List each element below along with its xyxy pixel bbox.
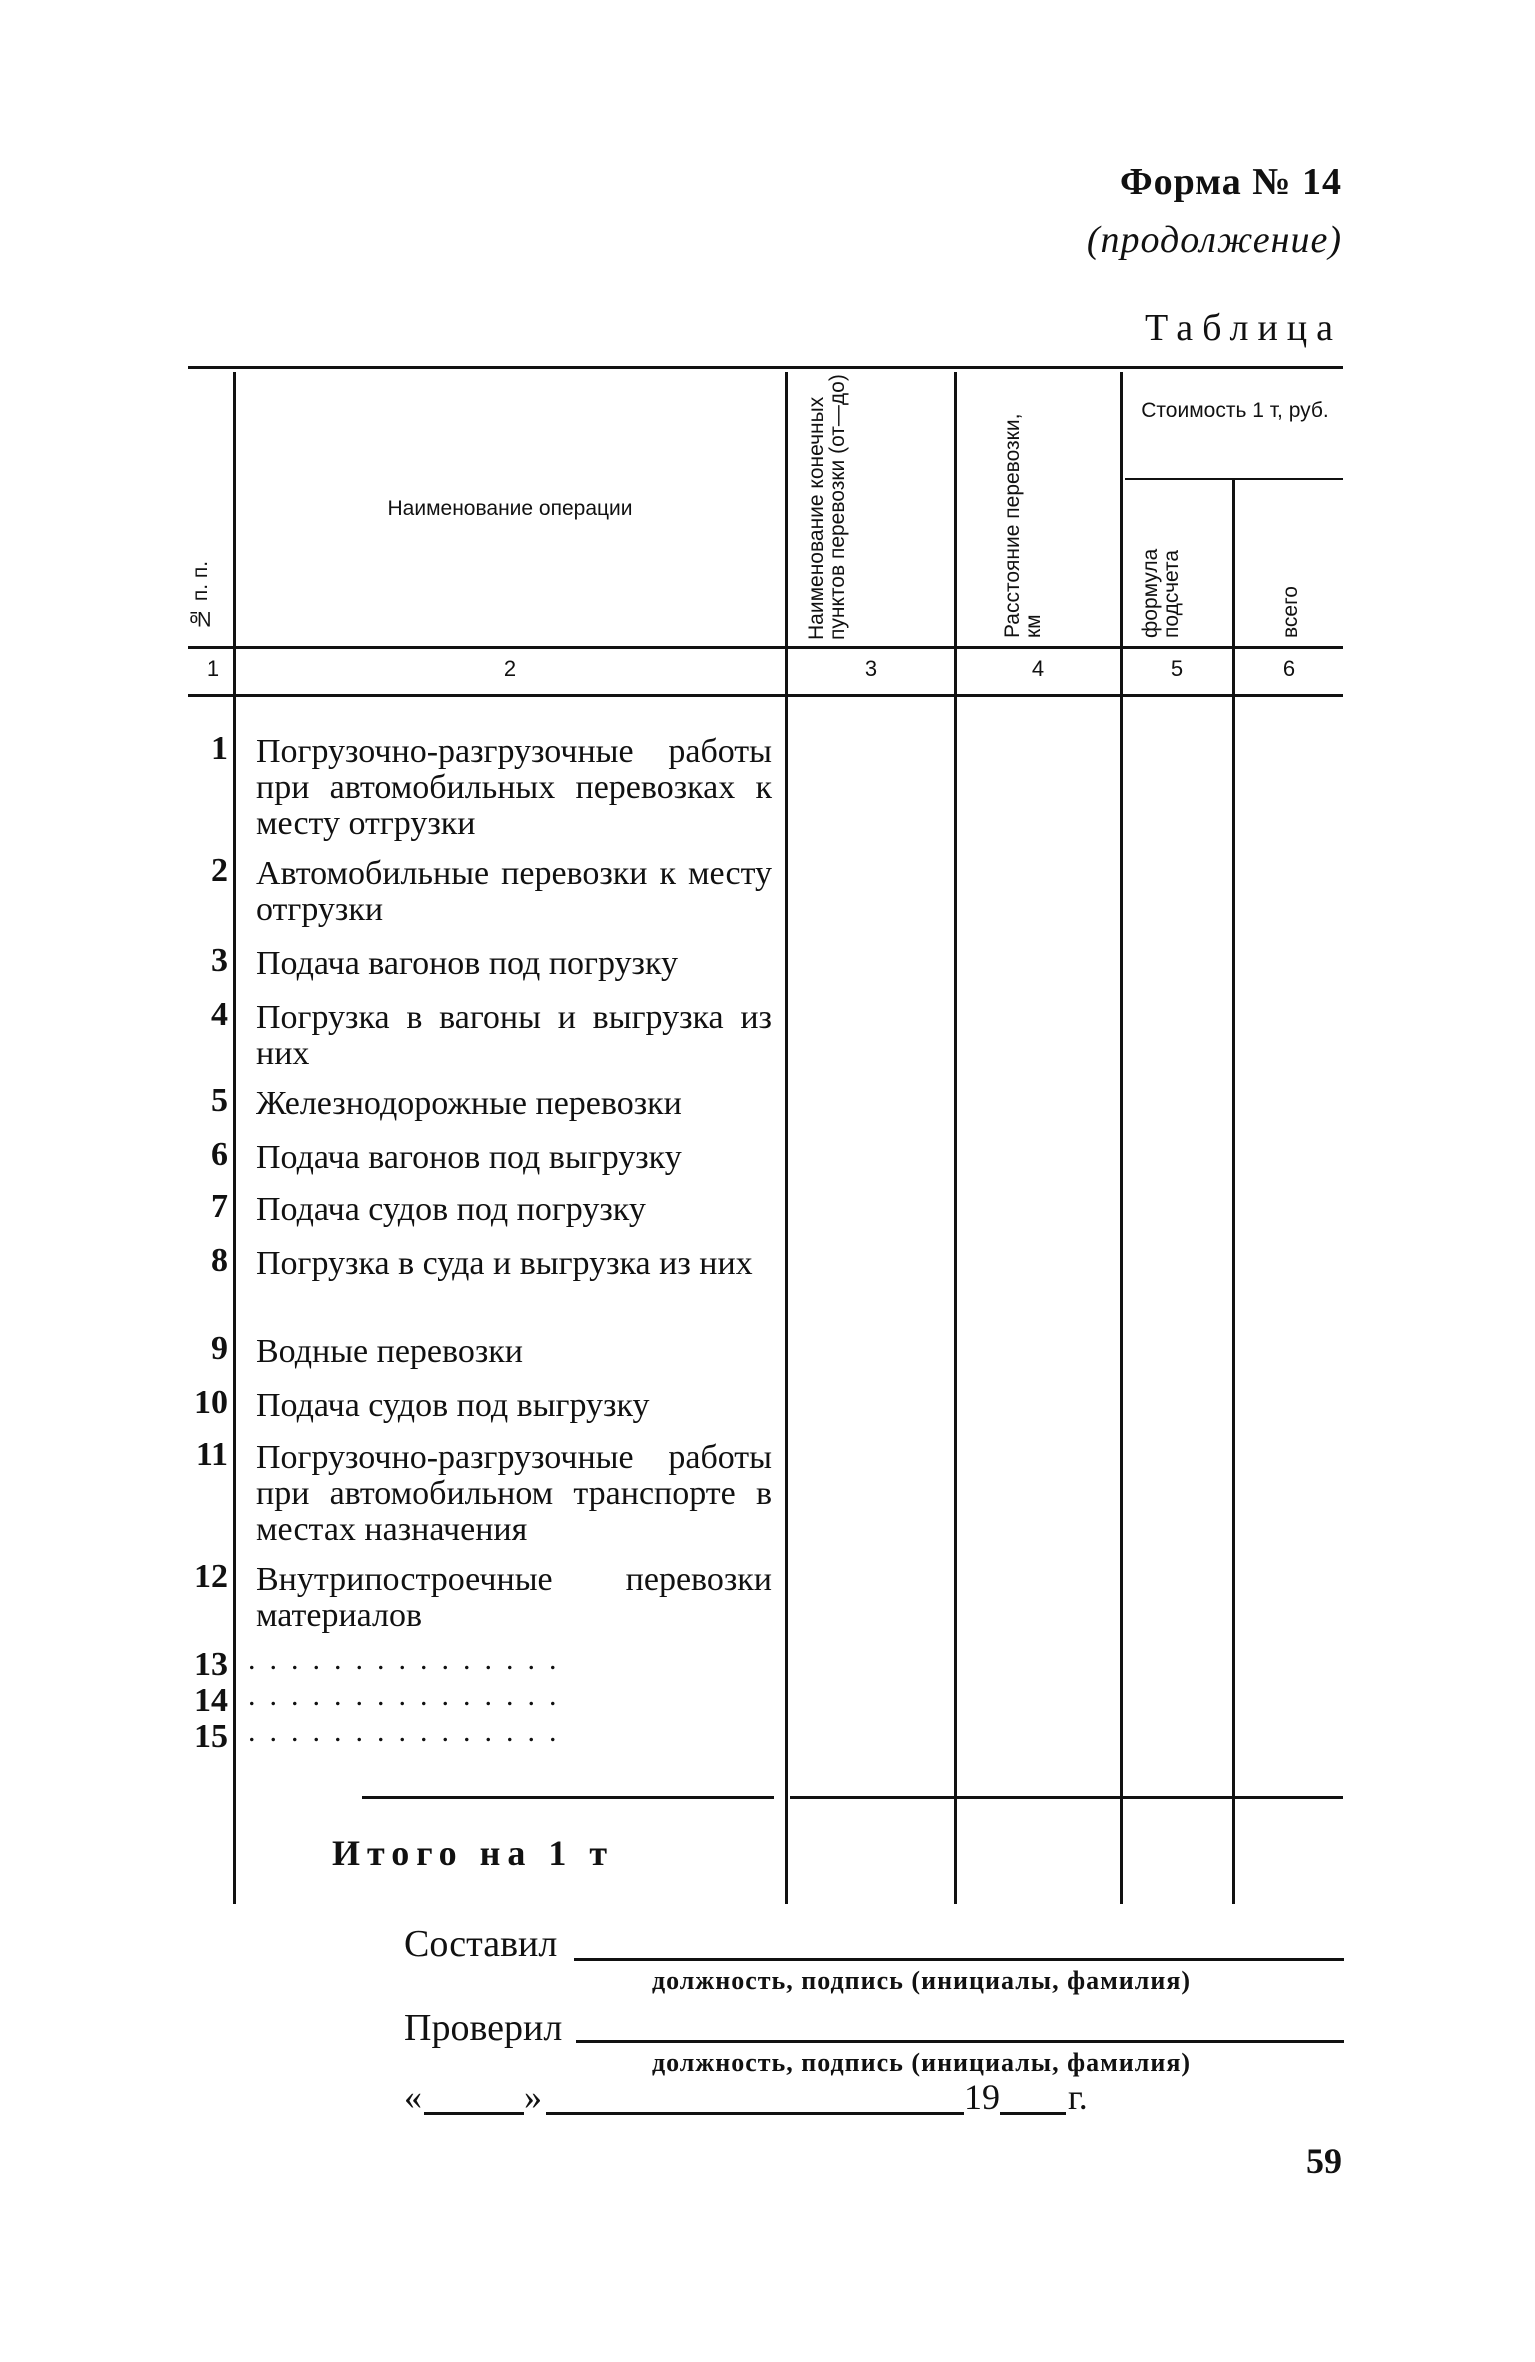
- header-total: всего: [1279, 586, 1302, 638]
- row-text: Подача судов под погрузку: [256, 1191, 646, 1228]
- date-month-line: [546, 2112, 964, 2115]
- row-text: Внутрипостроечные перевозки материалов: [256, 1561, 772, 1634]
- row-placeholder-dots: ...............: [248, 1679, 571, 1712]
- row-text: Погрузочно-разгрузочные работы при автомобильном транспорте в местах назначения: [256, 1439, 772, 1548]
- row-text: Автомобильные перевозки к месту отгрузки: [256, 855, 772, 928]
- row-num: 4: [211, 996, 228, 1033]
- col-divider-3: [954, 372, 957, 1904]
- colnum-4: 4: [1031, 656, 1045, 681]
- row-text: Подача вагонов под погрузку: [256, 945, 679, 982]
- checked-label: Проверил: [404, 2007, 563, 2049]
- page-number: 59: [1306, 2141, 1342, 2181]
- row-placeholder-dots: ...............: [248, 1715, 571, 1748]
- date-close-quote: »: [524, 2077, 542, 2117]
- row-num: 2: [211, 852, 228, 889]
- total-top-rule-left: [362, 1796, 774, 1799]
- row-text: Водные перевозки: [256, 1333, 523, 1370]
- total-top-rule-right: [790, 1796, 1343, 1799]
- row-num: 11: [195, 1436, 228, 1473]
- header-cost-group: Стоимость 1 т, руб.: [1141, 399, 1329, 422]
- row-text: Погрузочно-разгрузочные работы при автомобильных перевозках к месту отгрузки: [256, 733, 772, 842]
- row-num: 6: [211, 1136, 228, 1173]
- col-divider-4: [1120, 372, 1123, 1904]
- row-text: Железнодорожные перевозки: [256, 1085, 682, 1122]
- col-divider-1: [233, 372, 236, 1904]
- row-num: 12: [194, 1558, 228, 1595]
- row-num: 9: [211, 1330, 228, 1367]
- row-num: 8: [211, 1242, 228, 1279]
- table-top-rule: [188, 366, 1343, 369]
- header-endpoints: Наименование конечных пунктов перевозки (от—до): [805, 374, 849, 640]
- header-formula: формула подсчета: [1139, 548, 1183, 638]
- date-year-line: [1000, 2112, 1066, 2115]
- colnum-1: 1: [206, 656, 220, 681]
- date-year-suffix: г.: [1068, 2077, 1088, 2117]
- row-num: 7: [211, 1188, 228, 1225]
- row-placeholder-dots: ...............: [248, 1643, 571, 1676]
- table-label: Таблица: [1144, 307, 1342, 349]
- row-num: 15: [194, 1718, 228, 1755]
- colnum-3: 3: [864, 656, 878, 681]
- row-text: Погрузка в суда и выгрузка из них: [256, 1245, 753, 1282]
- row-num: 13: [194, 1646, 228, 1683]
- date-year-prefix: 19: [964, 2077, 1000, 2117]
- compiled-label: Составил: [404, 1923, 558, 1965]
- col-divider-5: [1232, 480, 1235, 1904]
- row-num: 5: [211, 1082, 228, 1119]
- checked-hint: должность, подпись (инициалы, фамилия): [652, 2048, 1192, 2077]
- date-day-line: [424, 2112, 524, 2115]
- colnum-5: 5: [1170, 656, 1184, 681]
- header-operation: Наименование операции: [387, 497, 633, 520]
- row-num: 1: [211, 730, 228, 767]
- form-continuation: (продолжение): [1086, 219, 1342, 261]
- row-text: Подача судов под выгрузку: [256, 1387, 650, 1424]
- row-num: 10: [194, 1384, 228, 1421]
- row-text: Подача вагонов под выгрузку: [256, 1139, 682, 1176]
- row-text: Погрузка в вагоны и выгрузка из них: [256, 999, 772, 1072]
- form-number: Форма № 14: [1119, 161, 1342, 203]
- compiled-signature-line: [574, 1958, 1344, 1961]
- col-divider-2: [785, 372, 788, 1904]
- colnum-2: 2: [503, 656, 517, 681]
- checked-signature-line: [576, 2040, 1344, 2043]
- row-num: 14: [194, 1682, 228, 1719]
- total-label: Итого на 1 т: [332, 1833, 615, 1873]
- compiled-hint: должность, подпись (инициалы, фамилия): [652, 1966, 1192, 1995]
- header-bottom-rule: [188, 646, 1343, 649]
- header-num: № п. п.: [189, 560, 212, 630]
- column-numbers-rule: [188, 694, 1343, 697]
- colnum-6: 6: [1282, 656, 1296, 681]
- date-open-quote: «: [404, 2077, 422, 2117]
- header-distance: Расстояние перевозки, км: [1001, 413, 1045, 638]
- row-num: 3: [211, 942, 228, 979]
